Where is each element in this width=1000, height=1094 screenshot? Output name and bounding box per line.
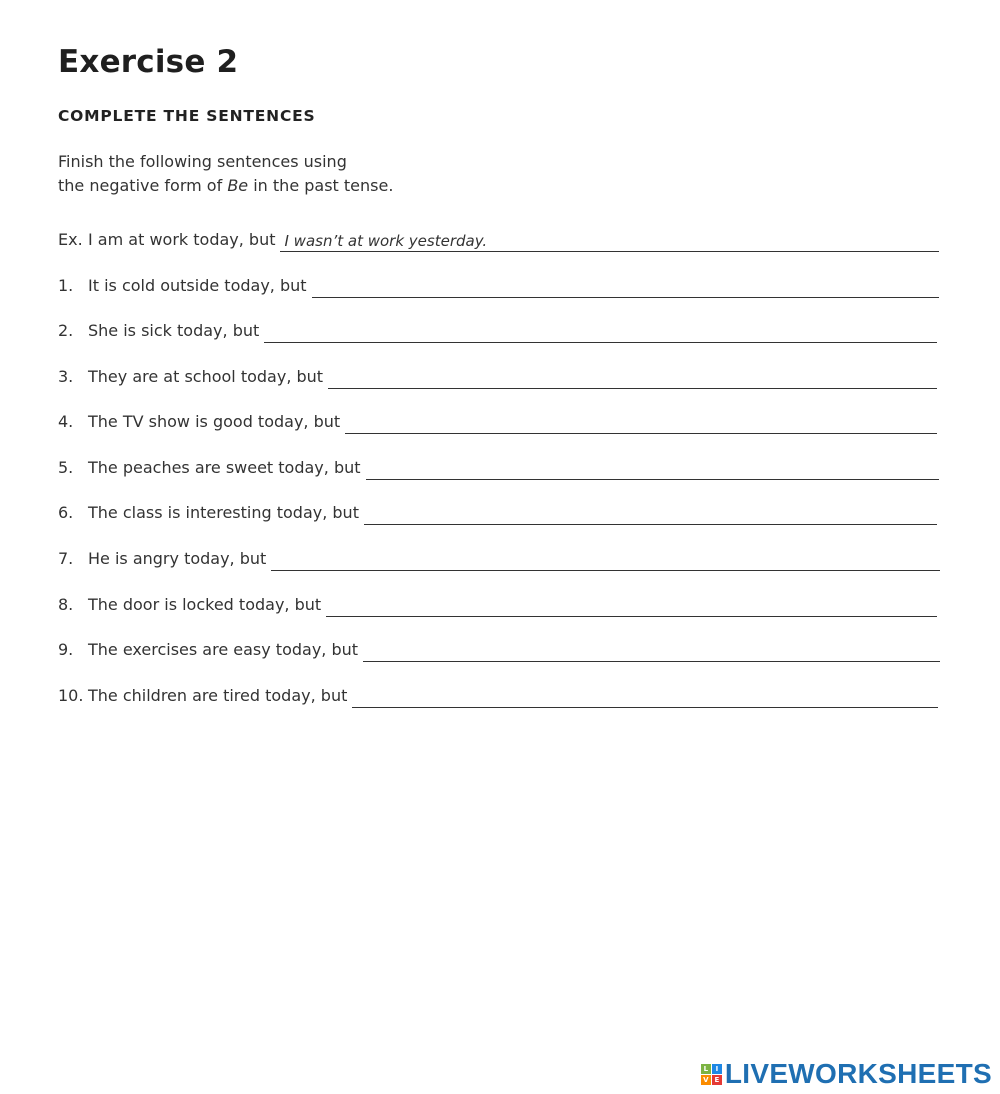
item-number: 9.	[58, 640, 74, 659]
item-prompt: The exercises are easy today, but	[88, 640, 359, 659]
exercise-item-8	[58, 588, 937, 614]
item-number: 7.	[58, 549, 74, 568]
item-prompt: The peaches are sweet today, but	[88, 458, 361, 477]
example-label: Ex.	[58, 230, 83, 249]
exercise-item-1	[58, 269, 939, 295]
item-number: 1.	[58, 276, 74, 295]
answer-input[interactable]	[363, 642, 940, 662]
answer-input[interactable]	[326, 597, 937, 617]
exercise-item-7	[58, 542, 940, 568]
instructions-line-1: Finish the following sentences using	[58, 152, 347, 171]
exercise-item-6	[58, 496, 937, 522]
answer-input[interactable]	[345, 414, 937, 434]
exercise-item-5	[58, 451, 939, 477]
answer-input[interactable]	[271, 551, 940, 571]
page-title: Exercise 2	[58, 44, 239, 80]
answer-input[interactable]	[364, 505, 937, 525]
item-number: 2.	[58, 321, 74, 340]
exercise-item-9	[58, 633, 940, 659]
exercise-item-10	[58, 679, 938, 705]
instructions-verb: Be	[227, 176, 249, 195]
item-prompt: The TV show is good today, but	[88, 412, 341, 431]
example-prompt: I am at work today, but	[88, 230, 276, 249]
liveworksheets-logo	[701, 1058, 992, 1090]
item-prompt: They are at school today, but	[88, 367, 324, 386]
instructions-line-2-start: the negative form of	[58, 176, 228, 195]
item-number: 3.	[58, 367, 74, 386]
instructions	[58, 150, 393, 198]
item-number: 8.	[58, 595, 74, 614]
logo-text: LIVEWORKSHEETS	[724, 1058, 992, 1089]
item-number: 6.	[58, 503, 74, 522]
instructions-line-2	[58, 174, 393, 198]
exercise-item-3	[58, 360, 937, 386]
logo-tile-l: L	[701, 1064, 711, 1074]
answer-input[interactable]	[328, 369, 937, 389]
logo-mark-icon	[701, 1064, 722, 1085]
item-number: 4.	[58, 412, 74, 431]
answer-input[interactable]	[312, 278, 939, 298]
example-answer: I wasn’t at work yesterday.	[280, 232, 939, 252]
item-prompt: It is cold outside today, but	[88, 276, 307, 295]
item-number: 5.	[58, 458, 74, 477]
logo-tile-e: E	[712, 1075, 722, 1085]
logo-tile-v: V	[701, 1075, 711, 1085]
item-prompt: The door is locked today, but	[88, 595, 322, 614]
logo-tile-i: I	[712, 1064, 722, 1074]
item-prompt: The class is interesting today, but	[88, 503, 359, 522]
item-prompt: He is angry today, but	[88, 549, 267, 568]
answer-input[interactable]	[366, 460, 939, 480]
exercise-item-4	[58, 405, 937, 431]
item-number: 10.	[58, 686, 84, 705]
answer-input[interactable]	[352, 688, 938, 708]
example-row	[58, 223, 939, 249]
section-heading: COMPLETE THE SENTENCES	[58, 107, 316, 125]
item-prompt: She is sick today, but	[88, 321, 260, 340]
answer-input[interactable]	[264, 323, 937, 343]
item-prompt: The children are tired today, but	[88, 686, 348, 705]
instructions-line-2-end: in the past tense.	[248, 176, 394, 195]
exercise-item-2	[58, 314, 937, 340]
